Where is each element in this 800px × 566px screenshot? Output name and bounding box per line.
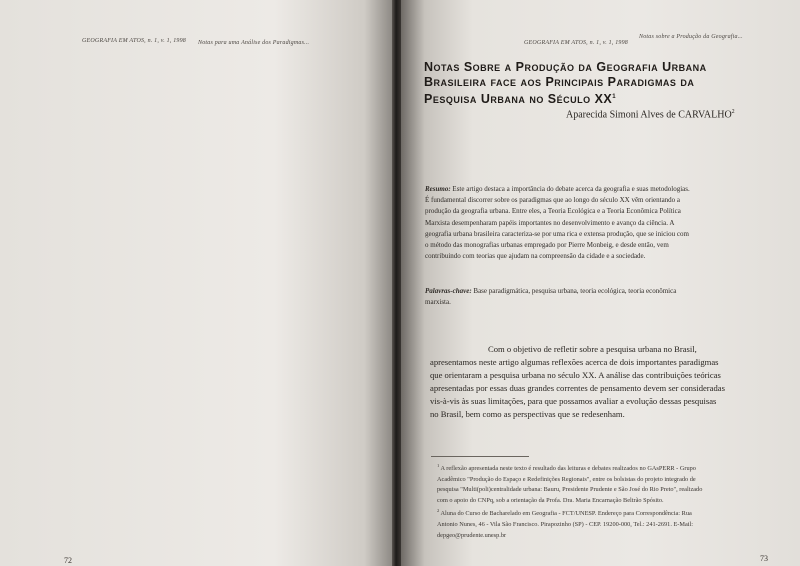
- body-line: que orientaram a pesquisa urbana no século XX. A análise das contribuições teóricas: [430, 370, 721, 381]
- left-running-head-journal: GEOGRAFIA EM ATOS, n. 1, v. 1, 1998: [82, 38, 186, 44]
- author-name: [566, 109, 735, 120]
- footnote-line: [437, 506, 777, 520]
- abstract-line: geografia urbana brasileira caracteriza-se por uma rica e extensa produção, que se iniciou com: [425, 229, 689, 238]
- abstract-line: produção da geografia urbana. Entre eles, a Teoria Ecológica e a Teoria Econômica Política: [425, 207, 681, 216]
- abstract-line: [425, 184, 785, 195]
- right-running-head-article: Notas sobre a Produção da Geografia...: [639, 34, 743, 40]
- footnote-divider: [431, 456, 529, 457]
- footnote-line-text: A reflexão apresentada neste texto é resultado das leituras e debates realizados no GAsPERR - Grupo: [440, 465, 696, 473]
- keywords-line: marxista.: [425, 298, 451, 307]
- keywords-line: [425, 286, 785, 297]
- right-running-head-journal: GEOGRAFIA EM ATOS, n. 1, v. 1, 1998: [524, 40, 628, 46]
- abstract-line: contribuindo com teorias que ajudam na compreensão da cidade e a sociedade.: [425, 252, 646, 261]
- footnote-line: [437, 461, 777, 475]
- title-footnote-mark: 1: [612, 94, 617, 100]
- title-line: Notas Sobre a Produção da Geografia Urbana: [424, 60, 707, 74]
- footnotes: [437, 461, 777, 541]
- footnote-2-mark: 2: [437, 508, 440, 514]
- author-text: Aparecida Simoni Alves de CARVALHO: [566, 109, 732, 121]
- article-title: [424, 60, 782, 107]
- abstract: [425, 184, 785, 262]
- body-line: apresentadas por essas duas grandes correntes de pensamento devem ser consideradas: [430, 383, 725, 394]
- title-line: Brasileira face aos Principais Paradigmas da: [424, 75, 695, 89]
- body-line: apresentamos neste artigo algumas reflexões acerca de dois importantes paradigmas: [430, 357, 719, 368]
- footnote-line: Antonio Nunes, 46 - Vila São Francisco. Pirapozinho (SP) - CEP. 19200-000, Tel.: 241-2691. E-Mail:: [437, 521, 694, 529]
- body-line: vis-à-vis às suas limitações, para que possamos avaliar a evolução dessas pesquisas: [430, 396, 717, 407]
- left-running-head-article: Notas para uma Análise dos Paradigmas...: [198, 40, 310, 46]
- footnote-line: depgeo@prudente.unesp.br: [437, 531, 507, 539]
- author-footnote-mark: 2: [731, 109, 735, 115]
- title-line: [424, 90, 782, 107]
- body-paragraph: [430, 343, 770, 422]
- right-page-number: 73: [760, 554, 768, 563]
- title-line-text: Pesquisa Urbana no Século XX: [424, 92, 613, 107]
- footnote-line: com o apoio do CNPq, sob a orientação da Profa. Dra. Maria Encarnação Beltrão Spósito.: [437, 496, 664, 504]
- footnote-line-text: Aluna do Curso de Bacharelado em Geografia - FCT/UNESP. Endereço para Correspondência: Rua: [440, 510, 692, 518]
- body-line: no Brasil, bem como as perspectivas que se redesenham.: [430, 409, 625, 420]
- abstract-label: Resumo:: [425, 185, 451, 193]
- keywords-line-text: Base paradigmática, pesquisa urbana, teoria ecológica, teoria econômica: [473, 287, 677, 295]
- abstract-line: É fundamental discorrer sobre os paradigmas que ao longo do século XX vêm orientando a: [425, 196, 681, 205]
- left-page: [0, 0, 392, 566]
- keywords-label: Palavras-chave:: [425, 287, 472, 295]
- footnote-1-mark: 1: [437, 463, 440, 468]
- footnote-line: Acadêmico "Produção do Espaço e Redefinições Regionais", entre os bolsistas do projeto integrado de: [437, 475, 696, 483]
- abstract-line: Marxista desempenharam papéis importantes no desenvolvimento e avanço da ciência. A: [425, 218, 675, 227]
- abstract-line-text: Este artigo destaca a importância do debate acerca da geografia e suas metodologias.: [452, 185, 690, 193]
- keywords: [425, 286, 785, 308]
- book-gutter: [392, 0, 401, 566]
- body-line: Com o objetivo de refletir sobre a pesquisa urbana no Brasil,: [488, 344, 697, 354]
- left-page-number: 72: [64, 556, 72, 565]
- abstract-line: o método das monografias urbanas empregado por Pierre Monbeig, e desde então, vem: [425, 241, 669, 250]
- footnote-line: pesquisa "Multi(poli)centralidade urbana: Bauru, Presidente Prudente e São José do Rio Preto", realizado: [437, 486, 703, 494]
